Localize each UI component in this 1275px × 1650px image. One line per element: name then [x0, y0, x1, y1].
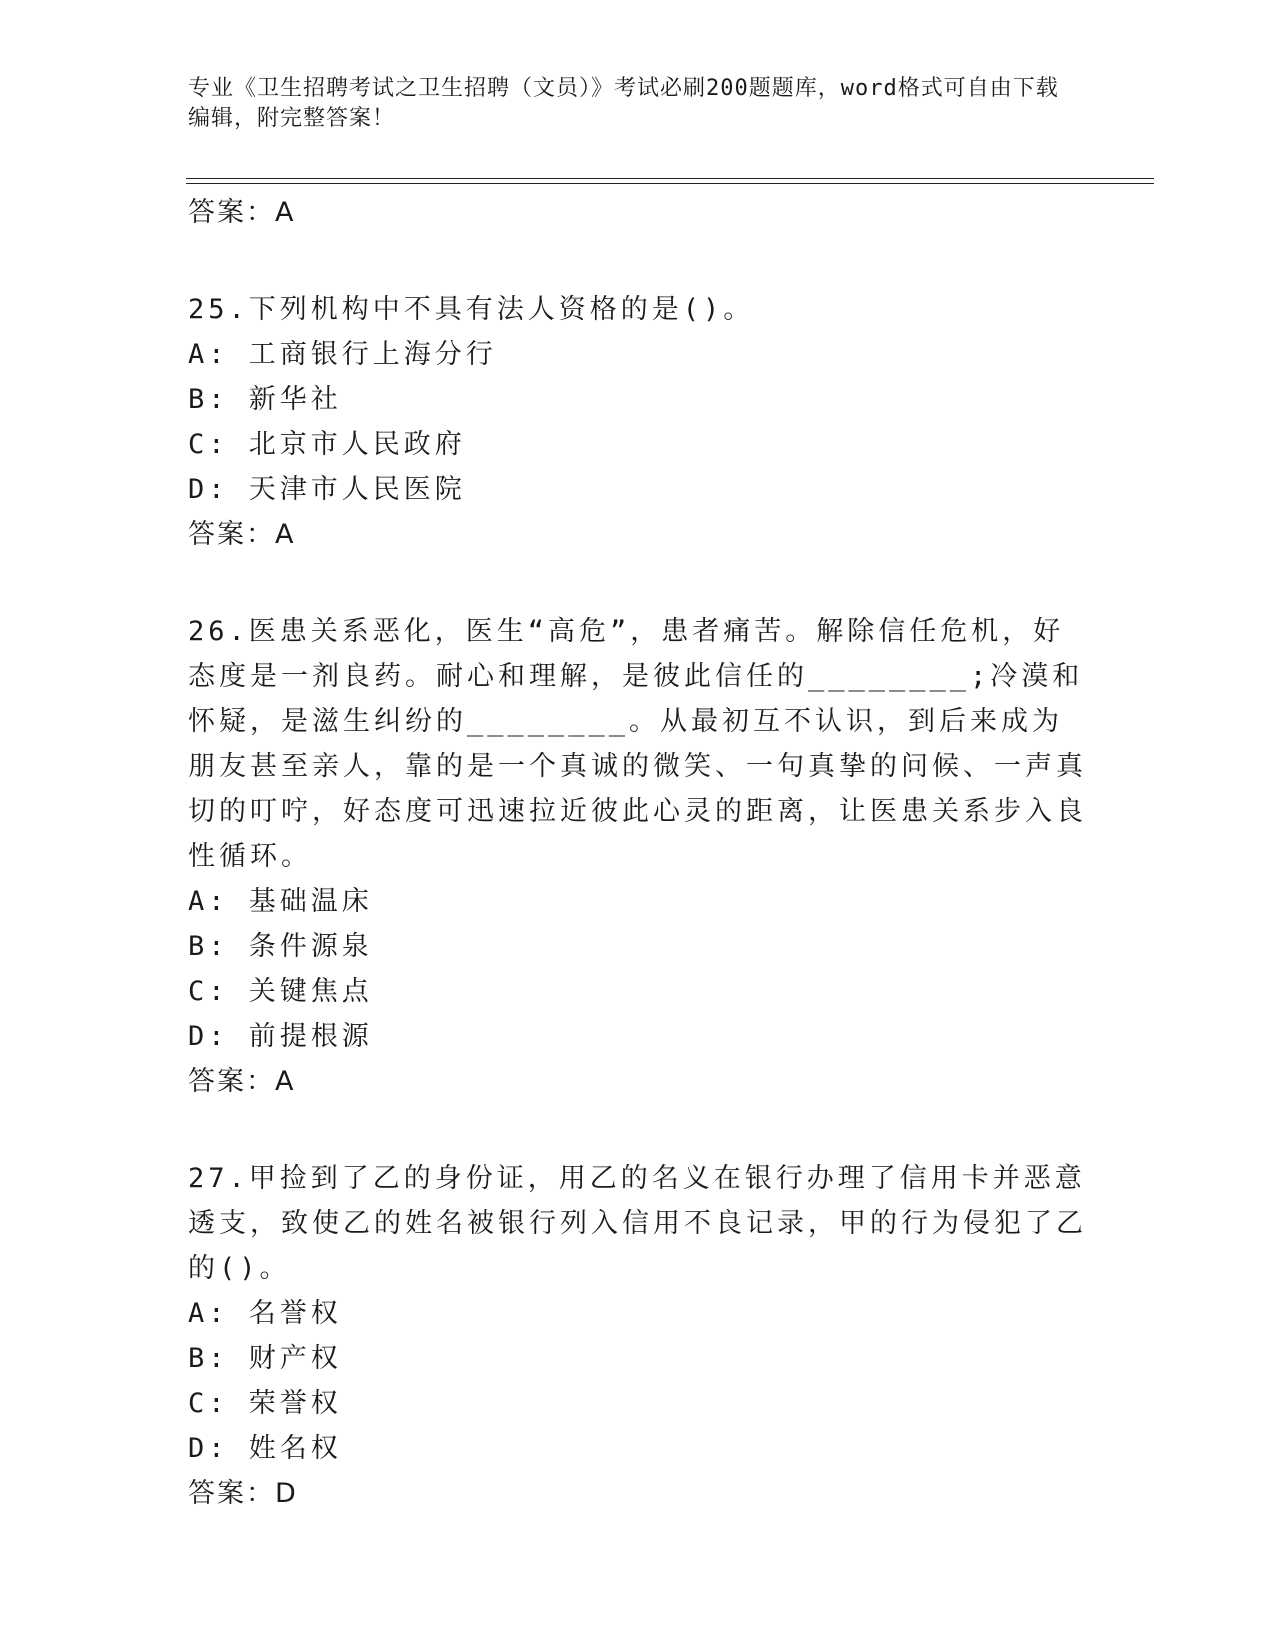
option-a: A: 基础温床: [188, 886, 373, 917]
header-divider-top: [186, 178, 1154, 179]
previous-answer: 答案：A: [188, 197, 296, 228]
option-d: D: 天津市人民医院: [188, 474, 466, 505]
question-25: [188, 287, 1088, 557]
question-text: 27.甲捡到了乙的身份证，用乙的名义在银行办理了信用卡并恶意透支，致使乙的姓名被银行列入信用不良记录，甲的行为侵犯了乙的()。: [188, 1163, 1087, 1284]
question-26: [188, 609, 1088, 1104]
option-b: B: 条件源泉: [188, 931, 373, 962]
option-c: C: 关键焦点: [188, 976, 373, 1007]
answer: 答案：D: [188, 1478, 298, 1509]
option-b: B: 新华社: [188, 384, 342, 415]
header-divider-bottom: [186, 183, 1154, 184]
question-text: 25.下列机构中不具有法人资格的是()。: [188, 294, 755, 325]
option-d: D: 前提根源: [188, 1021, 373, 1052]
option-c: C: 北京市人民政府: [188, 429, 466, 460]
answer: 答案：A: [188, 519, 296, 550]
question-list: [188, 190, 1088, 1516]
option-c: C: 荣誉权: [188, 1388, 342, 1419]
question-27: [188, 1156, 1088, 1516]
option-d: D: 姓名权: [188, 1433, 342, 1464]
option-a: A: 工商银行上海分行: [188, 339, 497, 370]
document-header: 专业《卫生招聘考试之卫生招聘（文员）》考试必刷200题题库，word格式可自由下载编辑，附完整答案！: [188, 76, 1059, 131]
option-b: B: 财产权: [188, 1343, 342, 1374]
question-text: 26.医患关系恶化，医生“高危”，患者痛苦。解除信任危机，好态度是一剂良药。耐心和理解，是彼此信任的________;冷漠和怀疑，是滋生纠纷的________。从最初互不认识，到后来成为朋友甚至亲人，靠的是一个真诚的微笑、一句真挚的问候、一声真切的叮咛，好态度可迅速拉近彼此心灵的距离，让医患关系步入良性循环。: [188, 616, 1087, 872]
option-a: A: 名誉权: [188, 1298, 342, 1329]
answer: 答案：A: [188, 1066, 296, 1097]
